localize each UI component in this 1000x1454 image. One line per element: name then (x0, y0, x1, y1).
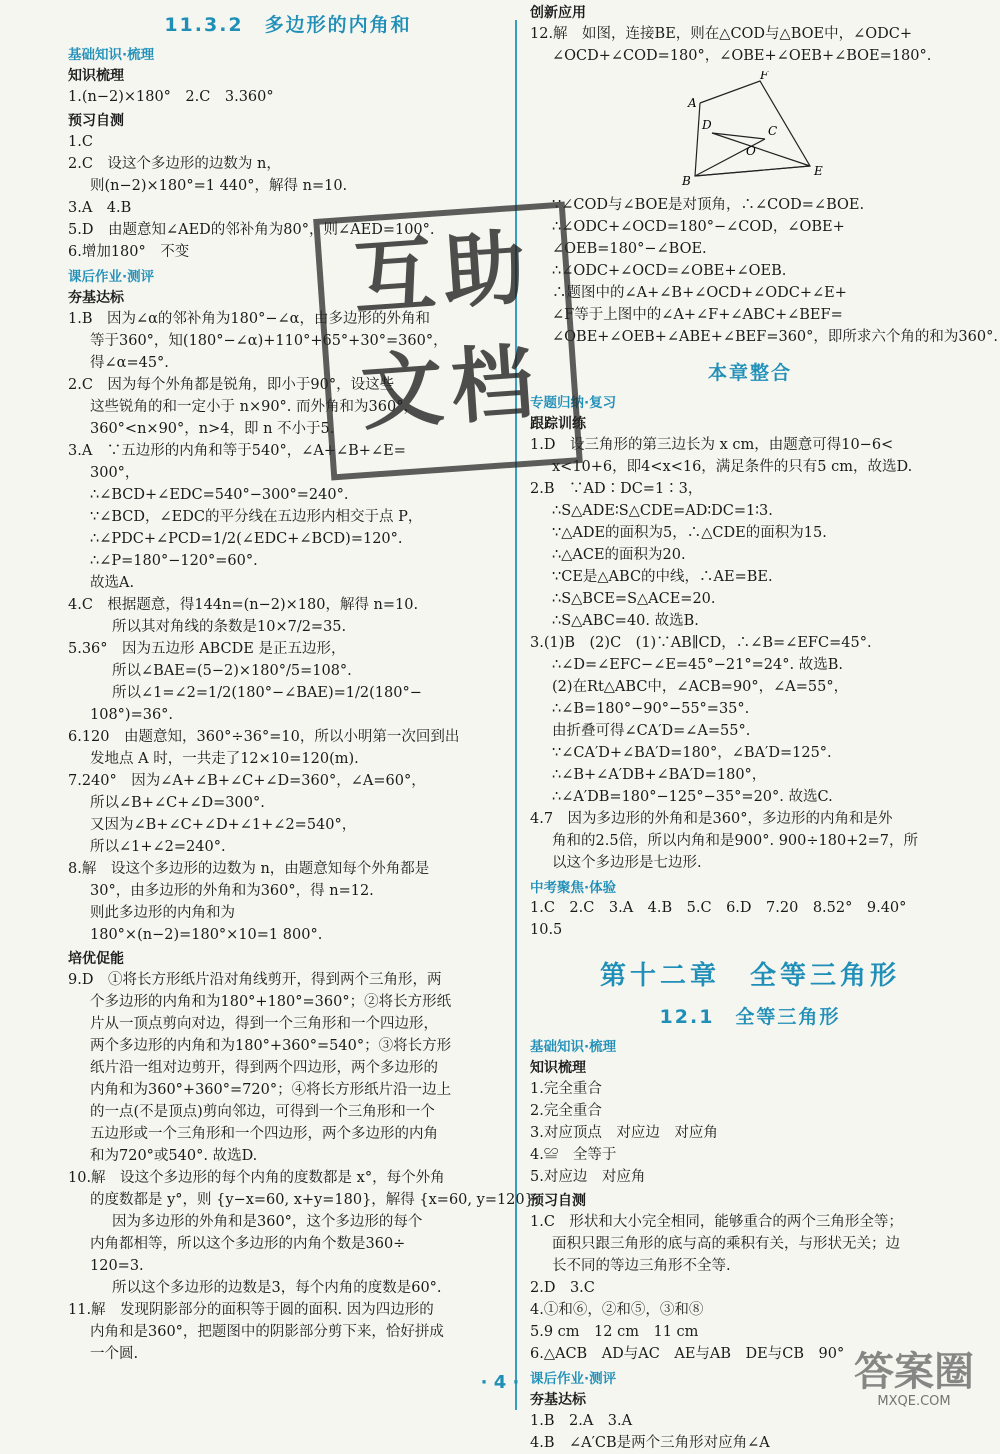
answer-line: 1.D 设三角形的第三边长为 x cm，由题意可得10−6< (530, 437, 894, 453)
answer-line-indent: ∴∠B+∠A′DB+∠BA′D=180°， (552, 767, 767, 783)
answer-line: 3.A ∵五边形的内角和等于540°，∠A+∠B+∠E= (68, 443, 406, 459)
answer-line-indent: ∠OCD+∠COD=180°，∠OBE+∠OEB+∠BOE=180°. (552, 48, 932, 64)
answer-line: 12.解 如图，连接BE，则在△COD与△BOE中，∠ODC+ (530, 26, 913, 42)
corner-url: MXQE.COM (877, 1394, 951, 1409)
answer-line: 3.对应顶点 对应边 对应角 (530, 1125, 718, 1141)
subsection-heading: 知识梳理 (68, 68, 124, 84)
answer-line-indent: 的度数都是 y°，则 {y−x=60, x+y=180}，解得 {x=60, y=120}. (90, 1192, 539, 1208)
answer-line-indent: 300°， (90, 465, 140, 481)
section-title: 11.3.2 多边形的内角和 (164, 14, 412, 36)
answer-line: 6.△ACB AD与AC AE与AB DE与CB 90° (530, 1346, 845, 1362)
answer-line: 8.解 设这个多边形的边数为 n，由题意知每个外角都是 (68, 861, 430, 877)
section-band: 课后作业·测评 (68, 269, 155, 285)
subsection-heading: 跟踪训练 (530, 416, 586, 432)
answer-line-indent: ∠OEB=180°−∠BOE. (552, 241, 707, 257)
answer-line-indent: 内角都相等，所以这个多边形的内角个数是360÷ (90, 1236, 406, 1252)
answer-line-indent: ∴△ACE的面积为20. (552, 547, 686, 563)
answer-line-indent: 所以其对角线的条数是10×7/2=35. (112, 619, 347, 635)
section-band: 课后作业·测评 (530, 1371, 617, 1387)
hexagon-figure-svg (680, 71, 840, 186)
answer-line-indent: 内角和是360°，把题图中的阴影部分剪下来，恰好拼成 (90, 1324, 444, 1340)
answer-line-indent: ∴题图中的∠A+∠B+∠OCD+∠ODC+∠E+ (552, 285, 847, 301)
answer-line: 4.B ∠A′CB是两个三角形对应角∠A (530, 1435, 770, 1451)
answer-line-indent: 则此多边形的内角和为 (90, 905, 235, 921)
answer-line-indent: 又因为∠B+∠C+∠D+∠1+∠2=540°， (90, 817, 357, 833)
answer-line-indent: 面积只跟三角形的底与高的乘积有关，与形状无关；边 (552, 1236, 900, 1252)
answer-line-indent: 发地点 A 时，一共走了12×10=120(m). (90, 751, 359, 767)
answer-line: 1.C (68, 134, 93, 150)
answer-line: 3.(1)B (2)C (1)∵AB∥CD，∴∠B=∠EFC=45°. (530, 635, 872, 651)
answer-line-indent: 内角和为360°+360°=720°；④将长方形纸片沿一边上 (90, 1082, 452, 1098)
label-B: B (682, 174, 691, 186)
answer-line: 1.B 2.A 3.A (530, 1413, 633, 1429)
answer-line-indent: 一个圆. (90, 1346, 139, 1362)
answer-line-indent: ∵∠COD与∠BOE是对顶角，∴∠COD=∠BOE. (552, 197, 865, 213)
answer-line-indent: 则(n−2)×180°=1 440°，解得 n=10. (90, 178, 348, 194)
answer-line-indent: ∴∠PDC+∠PCD=1/2(∠EDC+∠BCD)=120°. (90, 531, 403, 547)
answer-line: 11.解 发现阴影部分的面积等于圆的面积. 因为四边形的 (68, 1302, 434, 1318)
answer-line-indent: 108°)=36°. (90, 707, 174, 723)
geometry-diagram (680, 71, 970, 190)
answer-line-indent: ∴S△ADE∶S△CDE=AD∶DC=1∶3. (552, 503, 773, 519)
section-band: 中考聚焦·体验 (530, 880, 617, 896)
answer-line-indent: 纸片沿一组对边剪开，得到两个四边形，两个多边形的 (90, 1060, 438, 1076)
answer-line: 2.完全重合 (530, 1103, 602, 1119)
answer-line-indent: x<10+6，即4<x<16，满足条件的只有5 cm，故选D. (552, 459, 913, 475)
answer-line: 5.D 由题意知∠AED的邻补角为80°，则∠AED=100°. (68, 222, 435, 238)
section-band: 基础知识·梳理 (68, 47, 155, 63)
answer-line-indent: ∴∠A′DB=180°−125°−35°=20°. 故选C. (552, 789, 833, 805)
corner-watermark (834, 1350, 994, 1422)
right-top-block (530, 2, 970, 67)
answer-line: 6.120 由题意知，360°÷36°=10，所以小明第一次回到出 (68, 729, 460, 745)
answer-line: 5.9 cm 12 cm 11 cm (530, 1324, 699, 1340)
section-band: 基础知识·梳理 (530, 1039, 617, 1055)
answer-line: 5.36° 因为五边形 ABCDE 是正五边形， (68, 641, 346, 657)
answer-line-indent: 360°<n×90°，n>4，即 n 不小于5. (90, 421, 335, 437)
answer-line: 6.增加180° 不变 (68, 244, 190, 260)
answer-line-indent: ∵△ADE的面积为5，∴△CDE的面积为15. (552, 525, 827, 541)
answer-line-indent: 得∠α=45°. (90, 355, 169, 371)
answer-line-indent: 所以∠1=∠2=1/2(180°−∠BAE)=1/2(180°− (112, 685, 422, 701)
answer-line: 4.7 因为多边形的外角和是360°，多边形的内角和是外 (530, 811, 893, 827)
answer-line-indent: 30°，由多边形的外角和为360°，得 n=12. (90, 883, 374, 899)
corner-logo-text: 答案圈 (854, 1349, 974, 1395)
answer-line-indent: ∵∠CA′D+∠BA′D=180°，∠BA′D=125°. (552, 745, 832, 761)
answer-line-indent: 120=3. (90, 1258, 144, 1274)
answer-line-indent: 故选A. (90, 575, 135, 591)
subsection-heading: 夯基达标 (530, 1392, 586, 1408)
answer-line-indent: ∴S△ABC=40. 故选B. (552, 613, 699, 629)
answer-line-indent: (2)在Rt△ABC中，∠ACB=90°，∠A=55°， (552, 679, 849, 695)
answer-line: 10.解 设这个多边形的每个内角的度数都是 x°，每个外角 (68, 1170, 445, 1186)
answer-line-indent: 个多边形的内角和为180°+180°=360°；②将长方形纸 (90, 994, 452, 1010)
answer-line: 1.(n−2)×180° 2.C 3.360° (68, 89, 274, 105)
subsection-heading: 夯基达标 (68, 290, 124, 306)
answer-line: 9.D ①将长方形纸片沿对角线剪开，得到两个三角形，两 (68, 972, 442, 988)
answer-line-indent: 180°×(n−2)=180°×10=1 800°. (90, 927, 323, 943)
label-E: E (814, 164, 823, 178)
answer-line-indent: ∴∠B=180°−90°−55°=35°. (552, 701, 750, 717)
answer-line-indent: 片从一顶点剪向对边，得到一个三角形和一个四边形， (90, 1016, 438, 1032)
section-title: 本章整合 (707, 362, 792, 384)
subsection-heading: 预习自测 (68, 113, 124, 129)
answer-line-indent: ∠OBE+∠OEB+∠ABE+∠BEF=360°，即所求六个角的和为360°. (552, 329, 998, 345)
answer-line-indent: ∴∠ODC+∠OCD=180°−∠COD，∠OBE+ (552, 219, 845, 235)
answer-line: 3.A 4.B (68, 200, 132, 216)
subsection-heading: 预习自测 (530, 1193, 586, 1209)
watermark-stamp: 互助文档 (313, 202, 583, 481)
answer-line-indent: 由折叠可得∠CA′D=∠A=55°. (552, 723, 751, 739)
page-number: · 4 · (480, 1372, 520, 1393)
answer-line-indent: 所以∠BAE=(5−2)×180°/5=108°. (112, 663, 352, 679)
subsection-heading: 创新应用 (530, 5, 586, 21)
answer-line-indent: 所以这个多边形的边数是3，每个内角的度数是60°. (112, 1280, 442, 1296)
answer-line-indent: 等于360°，知(180°−∠α)+110°+65°+30°=360°， (90, 333, 448, 349)
answer-line-indent: 所以∠B+∠C+∠D=300°. (90, 795, 265, 811)
label-O: O (746, 144, 756, 158)
label-C: C (768, 124, 778, 138)
answer-line-indent: ∵∠BCD，∠EDC的平分线在五边形内相交于点 P， (90, 509, 423, 525)
left-column (68, 0, 539, 1365)
answer-line: 7.240° 因为∠A+∠B+∠C+∠D=360°，∠A=60°， (68, 773, 426, 789)
label-D: D (702, 118, 712, 132)
subsection-heading: 知识梳理 (530, 1060, 586, 1076)
answer-line-indent: 和为720°或540°. 故选D. (90, 1148, 258, 1164)
section-title: 12.1 全等三角形 (659, 1006, 841, 1028)
answer-line-indent: 所以∠1+∠2=240°. (90, 839, 226, 855)
answer-line-indent: ∠F等于上图中的∠A+∠F+∠ABC+∠BEF= (552, 307, 843, 323)
answer-line: 2.B ∵AD∶DC=1∶3， (530, 481, 703, 497)
answer-line-indent: 以这个多边形是七边形. (552, 855, 702, 871)
answer-line-indent: ∴∠ODC+∠OCD=∠OBE+∠OEB. (552, 263, 787, 279)
answer-line-indent: ∴S△BCE=S△ACE=20. (552, 591, 716, 607)
right-column (530, 0, 998, 1454)
answer-line: 2.C 因为每个外角都是锐角，即小于90°，设这些 (68, 377, 395, 393)
answer-line-indent: ∴∠D=∠EFC−∠E=45°−21°=24°. 故选B. (552, 657, 843, 673)
answer-line-indent: 五边形或一个三角形和一个四边形，两个多边形的内角 (90, 1126, 438, 1142)
answer-line-indent: 这些锐角的和一定小于 n×90°. 而外角和为360°， (90, 399, 418, 415)
answer-line: 5.对应边 对应角 (530, 1169, 646, 1185)
answer-line: 4.①和⑥，②和⑤，③和⑧ (530, 1302, 704, 1318)
answer-line-indent: 两个多边形的内角和为180°+360°=540°；③将长方形 (90, 1038, 452, 1054)
answer-line-indent: ∵CE是△ABC的中线，∴AE=BE. (552, 569, 773, 585)
answer-line-indent: 的一点(不是顶点)剪向邻边，可得到一个三角形和一个 (90, 1104, 435, 1120)
label-F: F (760, 71, 769, 82)
answer-line: 1.C 形状和大小完全相同，能够重合的两个三角形全等； (530, 1214, 903, 1230)
answer-line: 1.C 2.C 3.A 4.B 5.C 6.D 7.20 8.52° 9.40° (530, 900, 907, 916)
chapter-title: 第十二章 全等三角形 (599, 961, 900, 991)
answer-line: 4.C 根据题意，得144n=(n−2)×180，解得 n=10. (68, 597, 419, 613)
answer-line: 10.5 (530, 922, 563, 938)
answer-line-indent: ∴∠BCD+∠EDC=540°−300°=240°. (90, 487, 349, 503)
section-band: 专题归纳·复习 (530, 395, 617, 411)
answer-line: 2.D 3.C (530, 1280, 595, 1296)
answer-line: 4.≌ 全等于 (530, 1147, 617, 1163)
right-main-block (530, 194, 998, 1454)
answer-line: 1.完全重合 (530, 1081, 602, 1097)
answer-line: 2.C 设这个多边形的边数为 n， (68, 156, 281, 172)
answer-line: 1.B 因为∠α的邻补角为180°−∠α，由多边形的外角和 (68, 311, 430, 327)
answer-line-indent: 长不同的等边三角形不全等. (552, 1258, 731, 1274)
answer-line-indent: 因为多边形的外角和是360°，这个多边形的每个 (112, 1214, 423, 1230)
answer-line-indent: 角和的2.5倍，所以内角和是900°. 900÷180+2=7，所 (552, 833, 918, 849)
subsection-heading: 培优促能 (68, 951, 124, 967)
label-A: A (688, 96, 697, 110)
answer-line-indent: ∴∠P=180°−120°=60°. (90, 553, 258, 569)
